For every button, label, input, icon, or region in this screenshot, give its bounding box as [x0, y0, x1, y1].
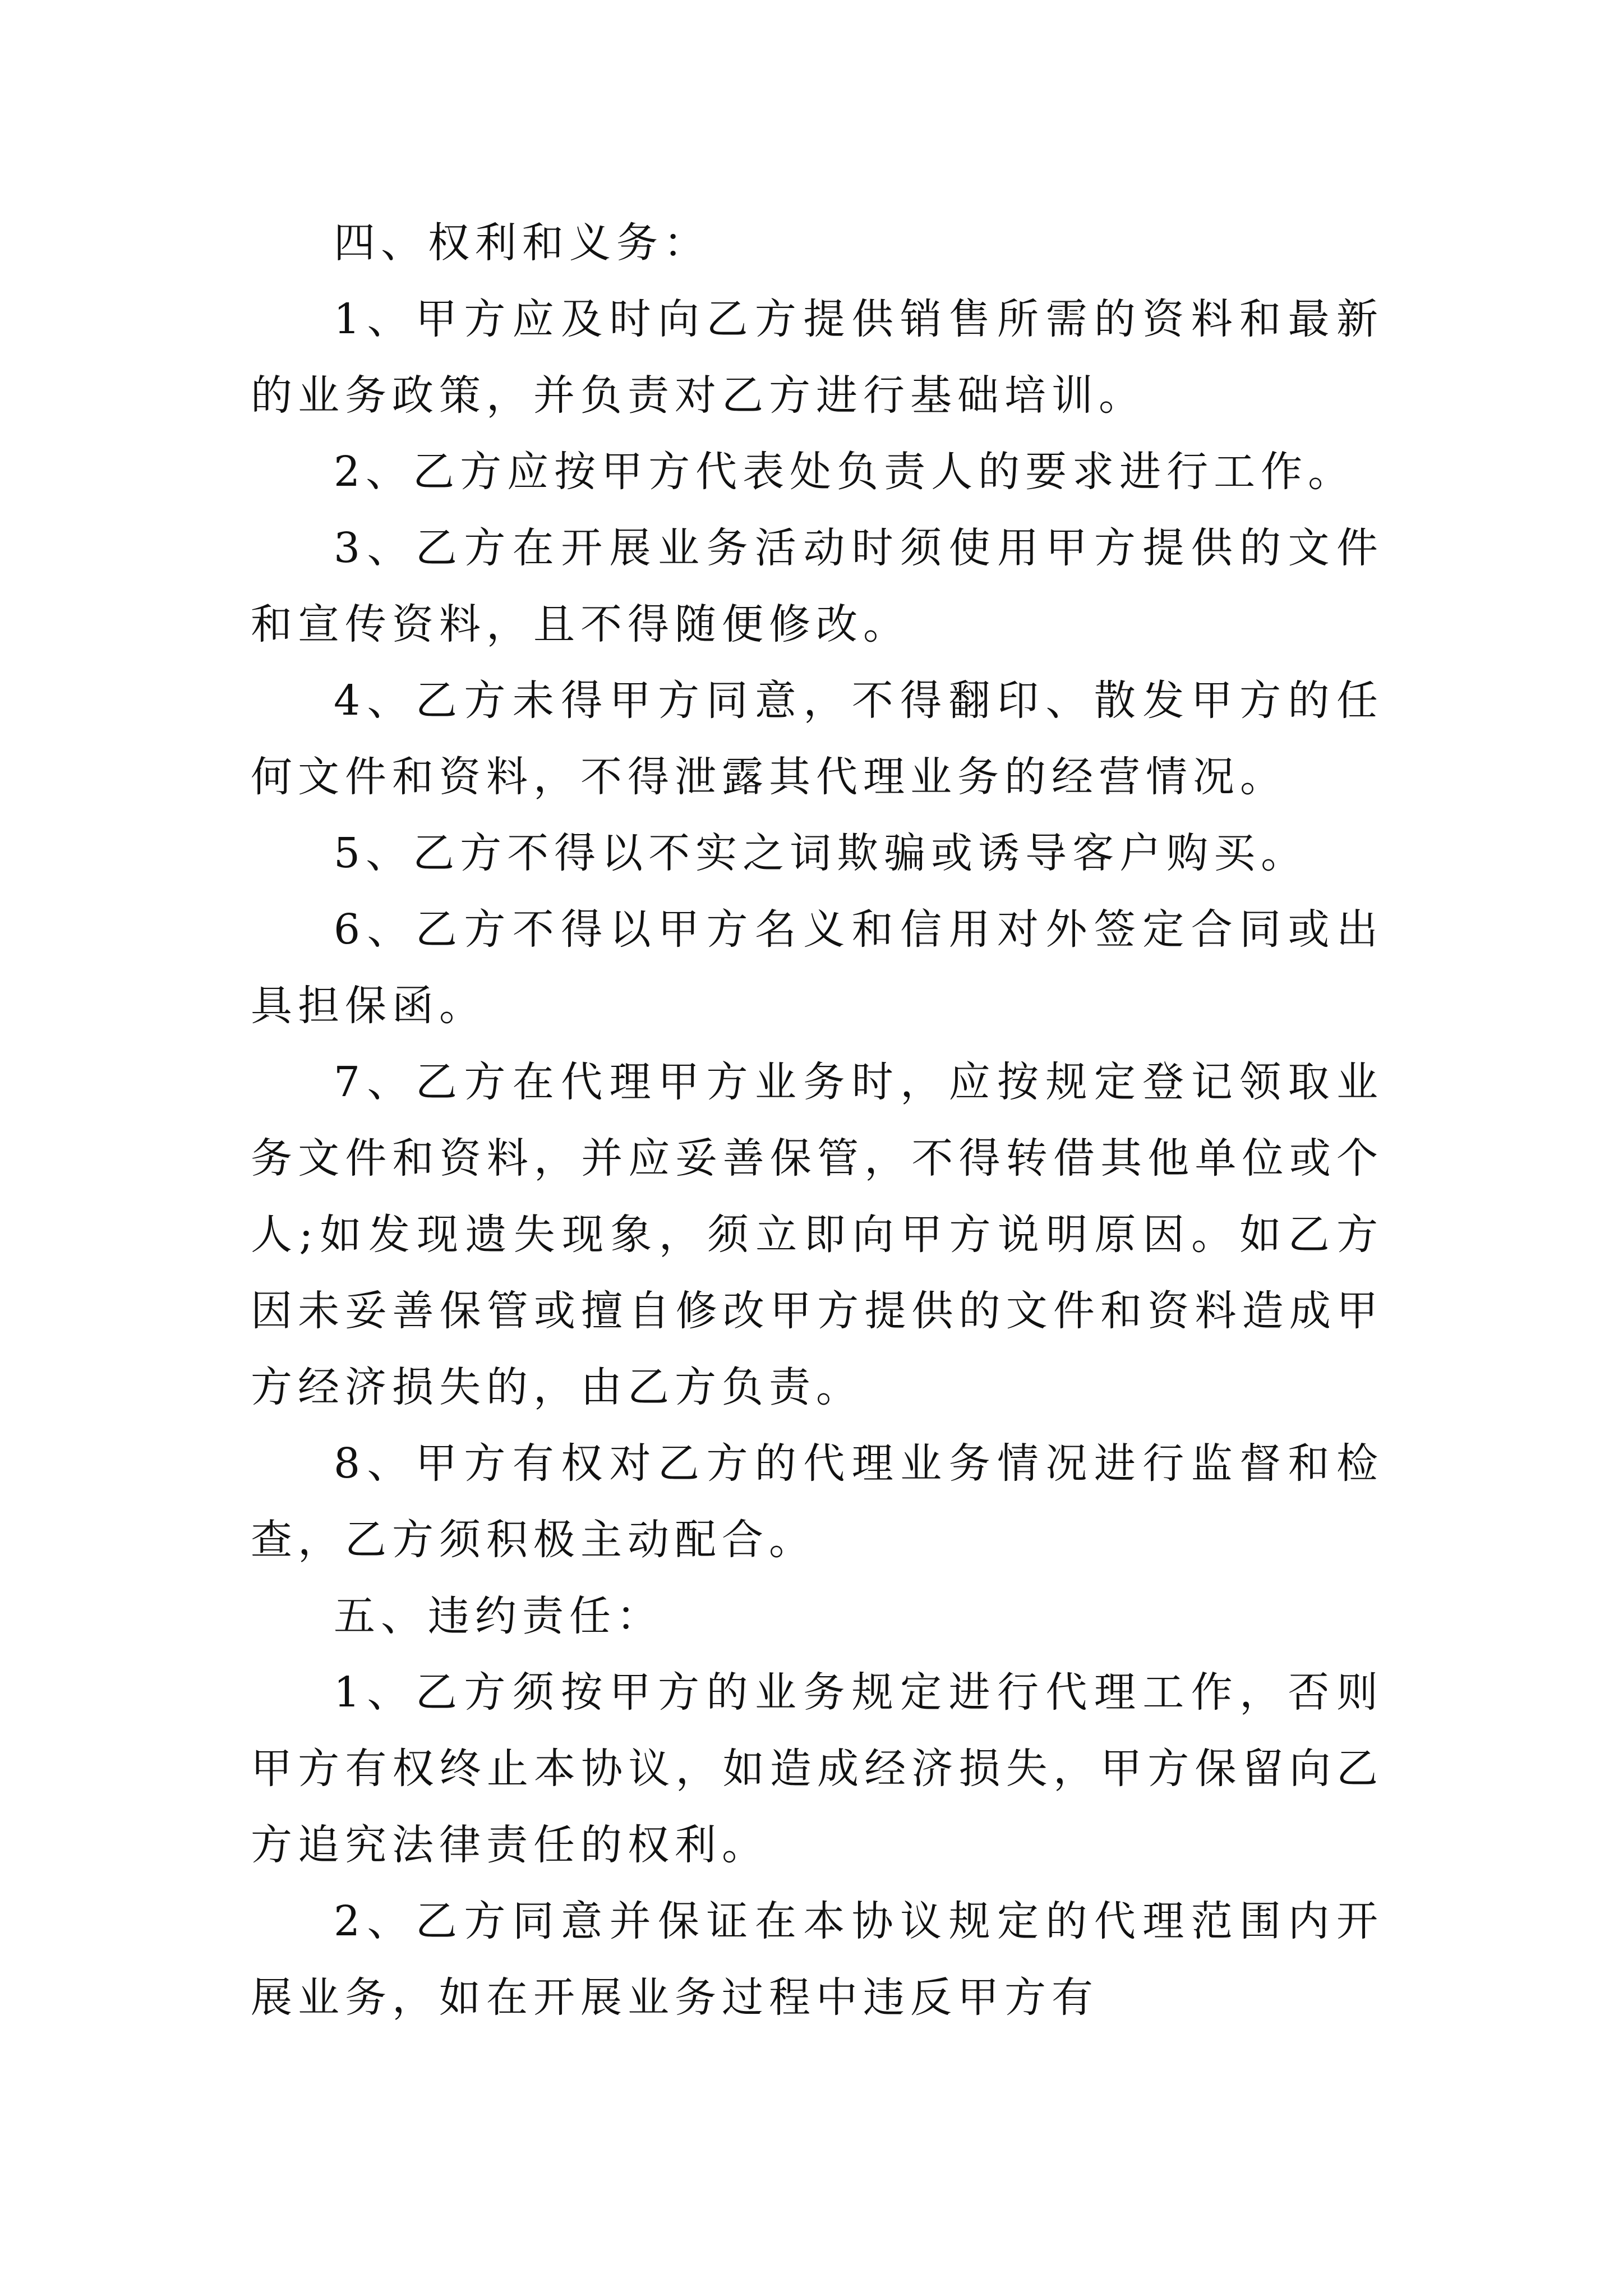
clause-paragraph: 6、乙方不得以甲方名义和信用对外签定合同或出具担保函。 — [251, 905, 1384, 1030]
clause-paragraph: 1、甲方应及时向乙方提供销售所需的资料和最新的业务政策，并负责对乙方进行基础培训。 — [251, 295, 1384, 420]
clause-paragraph: 1、乙方须按甲方的业务规定进行代理工作，否则甲方有权终止本协议，如造成经济损失，甲方保留向乙方追究法律责任的权利。 — [251, 1668, 1384, 1869]
clause-paragraph: 3、乙方在开展业务活动时须使用甲方提供的文件和宣传资料，且不得随便修改。 — [251, 524, 1384, 648]
clause-paragraph: 4、乙方未得甲方同意，不得翻印、散发甲方的任何文件和资料，不得泄露其代理业务的经营情况。 — [251, 677, 1384, 801]
section-heading-rights-obligations: 四、权利和义务： — [334, 219, 711, 267]
clause-paragraph: 7、乙方在代理甲方业务时，应按规定登记领取业务文件和资料，并应妥善保管，不得转借其他单位或个人;如发现遗失现象，须立即向甲方说明原因。如乙方因未妥善保管或擅自修改甲方提供的文件和资料造成甲方经济损失的，由乙方负责。 — [251, 1058, 1384, 1411]
clause-paragraph: 2、乙方应按甲方代表处负责人的要求进行工作。 — [334, 448, 1355, 496]
section-heading-breach-liability: 五、违约责任： — [334, 1592, 663, 1640]
clause-paragraph: 5、乙方不得以不实之词欺骗或诱导客户购买。 — [334, 829, 1308, 877]
clause-paragraph: 8、甲方有权对乙方的代理业务情况进行监督和检查，乙方须积极主动配合。 — [251, 1439, 1384, 1564]
document-body — [251, 205, 1384, 2036]
clause-paragraph: 2、乙方同意并保证在本协议规定的代理范围内开展业务，如在开展业务过程中违反甲方有 — [251, 1897, 1384, 2022]
